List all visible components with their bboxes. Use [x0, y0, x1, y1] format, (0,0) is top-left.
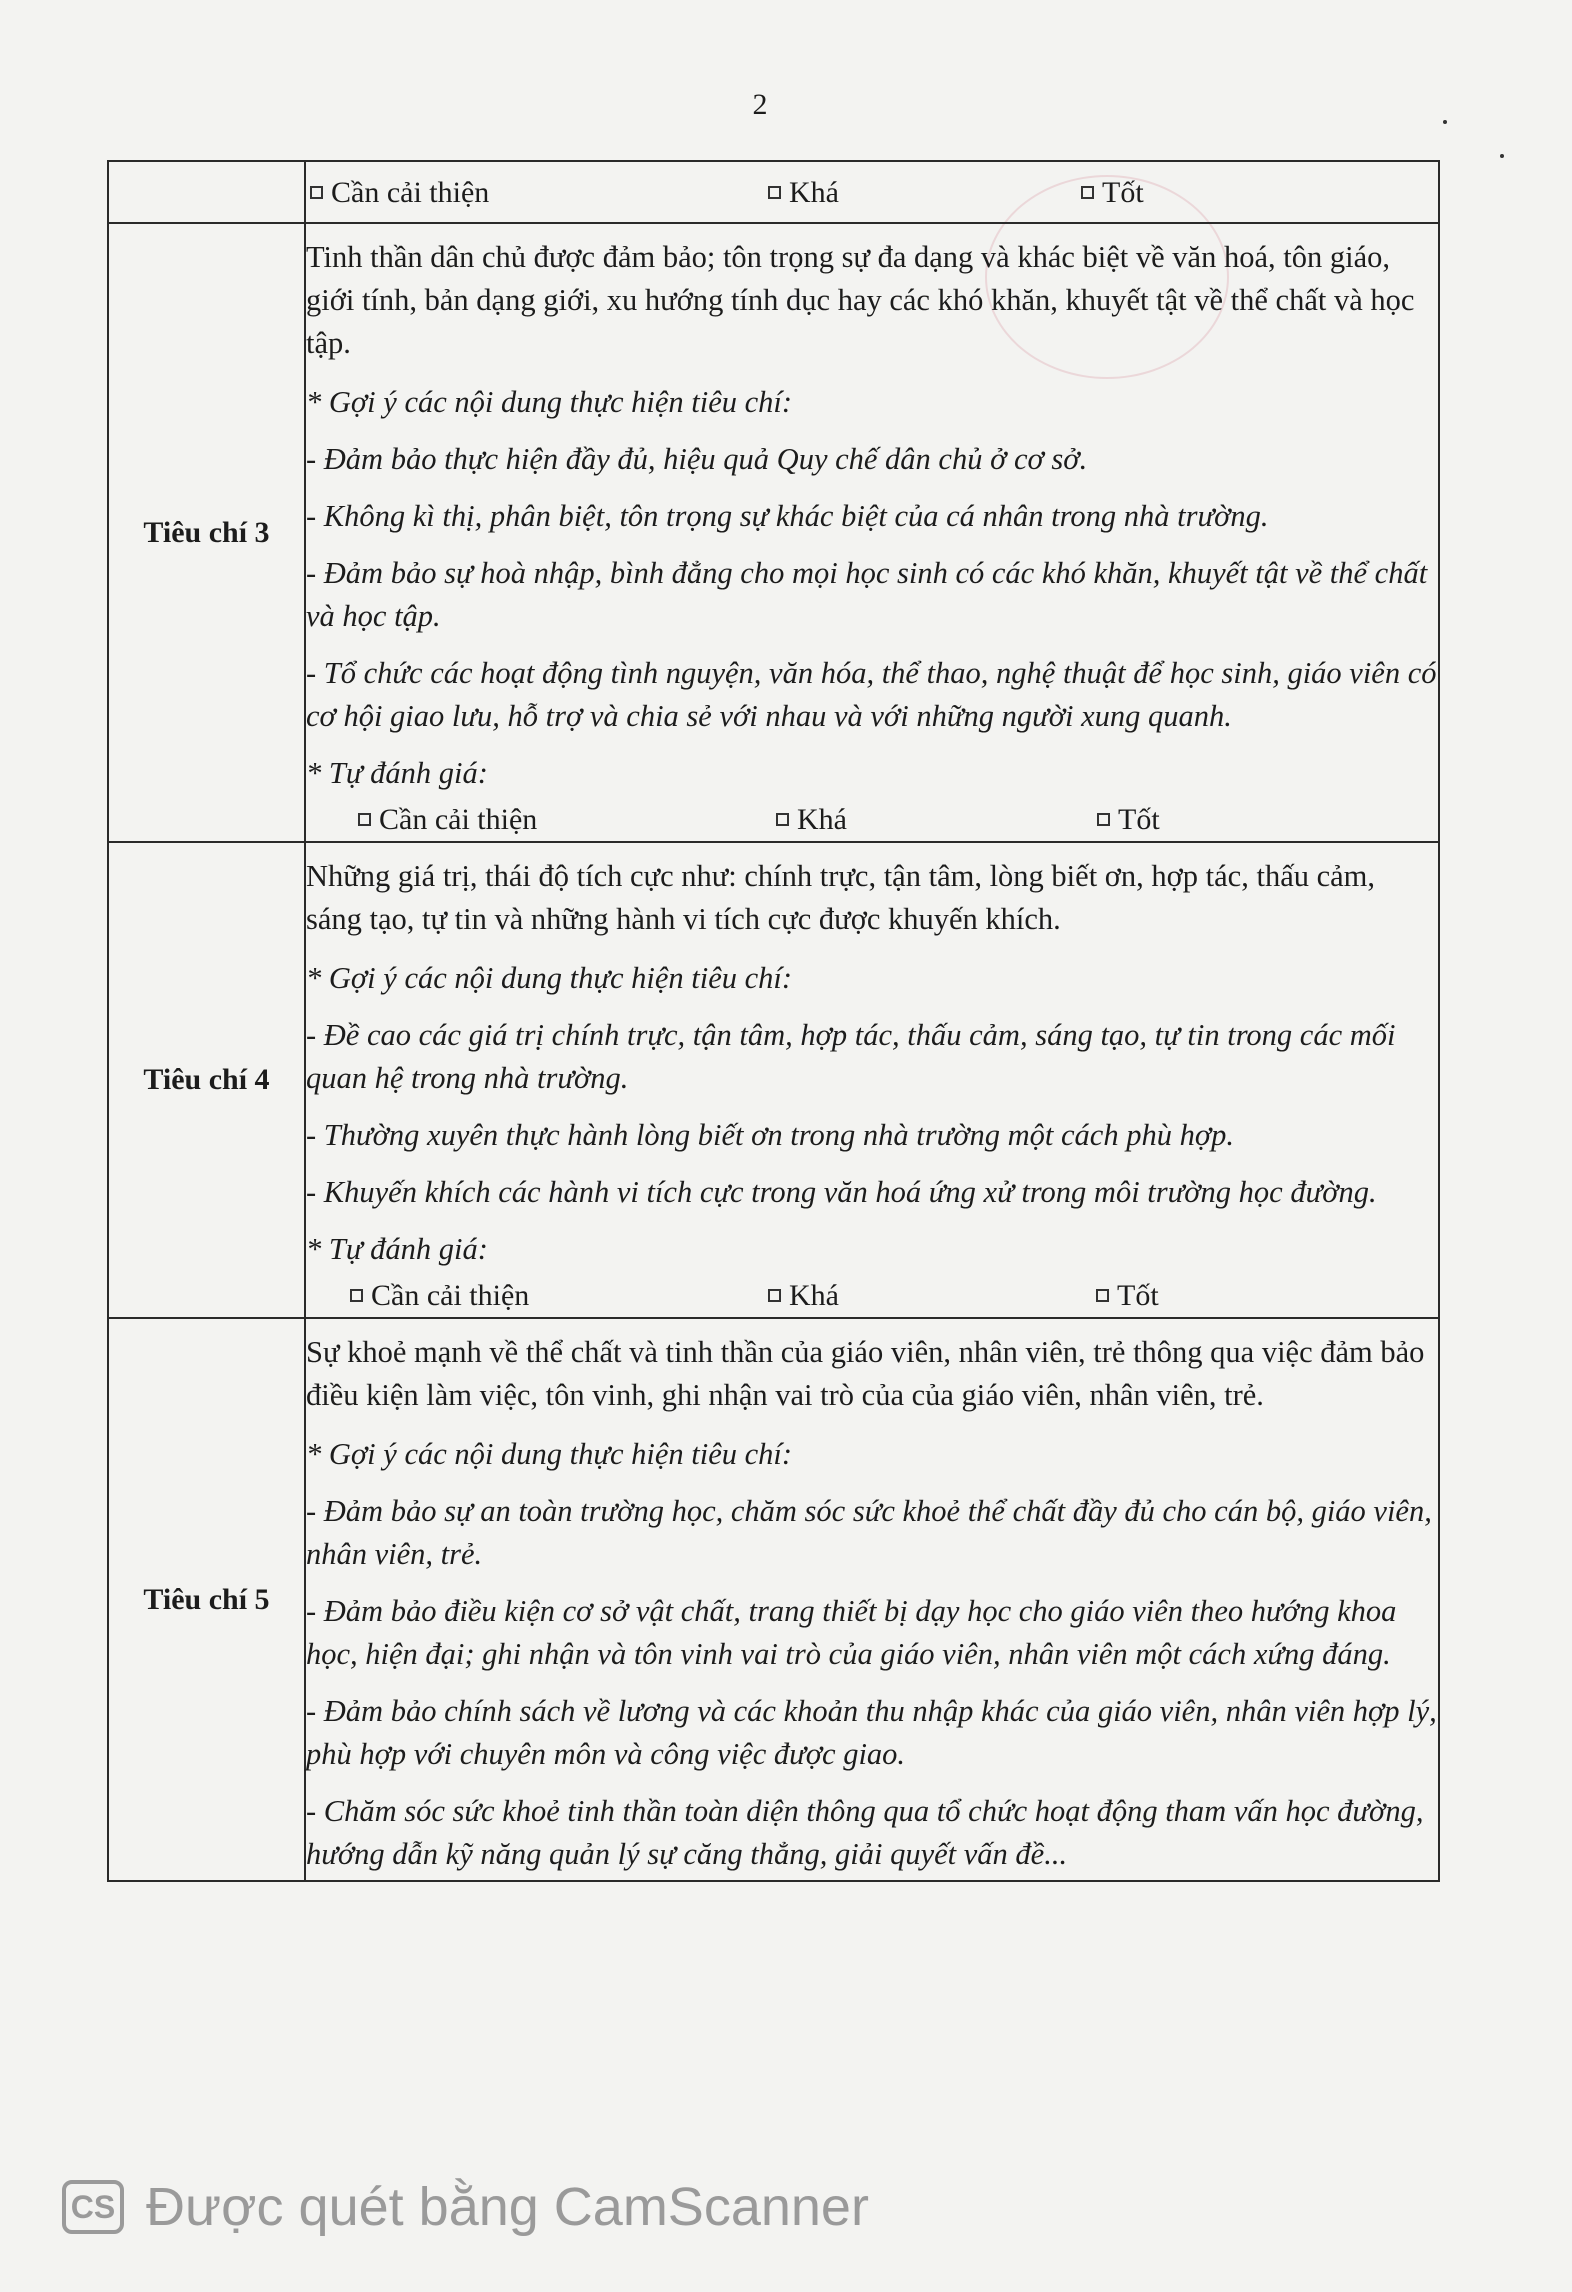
suggest-item: - Chăm sóc sức khoẻ tinh thần toàn diện thông qua tổ chức hoạt động tham vấn học đường, hướng dẫn kỹ năng quản lý sự căng thẳng, giải quyết vấn đề...	[306, 1794, 1424, 1871]
rating-cell	[305, 161, 1439, 223]
suggest-item: - Đảm bảo điều kiện cơ sở vật chất, trang thiết bị dạy học cho giáo viên theo hướng khoa học, hiện đại; ghi nhận và tôn vinh vai trò của giáo viên, nhân viên một cách xứng đáng.	[306, 1594, 1397, 1671]
suggest-item: - Đảm bảo thực hiện đầy đủ, hiệu quả Quy chế dân chủ ở cơ sở.	[306, 442, 1088, 476]
rating-row	[310, 170, 1434, 214]
empty-label-cell	[108, 161, 305, 223]
suggest-label: * Gợi ý các nội dung thực hiện tiêu chí:	[306, 1437, 793, 1471]
checkbox-icon[interactable]	[358, 813, 371, 826]
checkbox-icon[interactable]	[310, 186, 323, 199]
checkbox-icon[interactable]	[776, 813, 789, 826]
option-label: Cần cải thiện	[331, 175, 490, 209]
option-fair[interactable]	[776, 798, 1097, 841]
suggest-item: - Không kì thị, phân biệt, tôn trọng sự khác biệt của cá nhân trong nhà trường.	[306, 499, 1269, 533]
scan-speck	[1500, 154, 1504, 158]
option-label: Tốt	[1102, 175, 1144, 209]
suggest-item: - Đảm bảo sự an toàn trường học, chăm sóc sức khoẻ thể chất đầy đủ cho cán bộ, giáo viên, nhân viên, trẻ.	[306, 1494, 1432, 1571]
option-improve[interactable]	[350, 1274, 768, 1317]
option-fair[interactable]	[768, 1274, 1096, 1317]
rating-row	[306, 797, 1438, 841]
suggest-item: - Đề cao các giá trị chính trực, tận tâm, hợp tác, thấu cảm, sáng tạo, tự tin trong các mối quan hệ trong nhà trường.	[306, 1018, 1396, 1095]
criterion-content	[305, 1318, 1439, 1881]
criterion-intro: Tinh thần dân chủ được đảm bảo; tôn trọng sự đa dạng và khác biệt về văn hoá, tôn giáo, giới tính, bản dạng giới, xu hướng tính dục hay các khó khăn, khuyết tật về thể chất và học tập.	[306, 240, 1415, 360]
checkbox-icon[interactable]	[350, 1289, 363, 1302]
suggest-item: - Tổ chức các hoạt động tình nguyện, văn hóa, thể thao, nghệ thuật để học sinh, giáo viên có cơ hội giao lưu, hỗ trợ và chia sẻ với nhau và với những người xung quanh.	[306, 656, 1437, 733]
option-label: Tốt	[1117, 1278, 1159, 1312]
checkbox-icon[interactable]	[1081, 186, 1094, 199]
watermark-text: Được quét bằng CamScanner	[146, 2177, 869, 2237]
criterion-title: Tiêu chí 4	[108, 842, 305, 1318]
table-row	[108, 161, 1439, 223]
table-row	[108, 223, 1439, 842]
option-label: Cần cải thiện	[379, 802, 538, 836]
checkbox-icon[interactable]	[768, 1289, 781, 1302]
criterion-intro: Những giá trị, thái độ tích cực như: chính trực, tận tâm, lòng biết ơn, hợp tác, thấu cảm, sáng tạo, tự tin và những hành vi tích cực được khuyến khích.	[306, 859, 1376, 936]
rating-row	[306, 1273, 1438, 1317]
checkbox-icon[interactable]	[768, 186, 781, 199]
option-label: Tốt	[1118, 802, 1160, 836]
criterion-title: Tiêu chí 5	[108, 1318, 305, 1881]
table-row	[108, 1318, 1439, 1881]
option-improve[interactable]	[358, 798, 776, 841]
criterion-content	[305, 223, 1439, 842]
criterion-title: Tiêu chí 3	[108, 223, 305, 842]
page-number: 2	[752, 88, 768, 121]
suggest-item: - Khuyến khích các hành vi tích cực trong văn hoá ứng xử trong môi trường học đường.	[306, 1175, 1377, 1209]
option-label: Cần cải thiện	[371, 1278, 530, 1312]
scanner-watermark	[62, 2172, 869, 2242]
checkbox-icon[interactable]	[1097, 813, 1110, 826]
camscanner-logo-icon: CS	[62, 2180, 124, 2234]
option-good[interactable]	[1097, 798, 1160, 841]
option-fair[interactable]	[768, 171, 1081, 214]
scan-speck	[1443, 120, 1447, 124]
suggest-label: * Gợi ý các nội dung thực hiện tiêu chí:	[306, 385, 793, 419]
criterion-intro: Sự khoẻ mạnh về thể chất và tinh thần của giáo viên, nhân viên, trẻ thông qua việc đảm bảo điều kiện làm việc, tôn vinh, ghi nhận vai trò của của giáo viên, nhân viên, trẻ.	[306, 1335, 1425, 1412]
suggest-item: - Đảm bảo chính sách về lương và các khoản thu nhập khác của giáo viên, nhân viên hợp lý, phù hợp với chuyên môn và công việc được giao.	[306, 1694, 1437, 1771]
checkbox-icon[interactable]	[1096, 1289, 1109, 1302]
option-good[interactable]	[1081, 171, 1144, 214]
criterion-content	[305, 842, 1439, 1318]
suggest-item: - Thường xuyên thực hành lòng biết ơn trong nhà trường một cách phù hợp.	[306, 1118, 1234, 1152]
criteria-table	[107, 160, 1440, 1882]
table-row	[108, 842, 1439, 1318]
suggest-label: * Gợi ý các nội dung thực hiện tiêu chí:	[306, 961, 793, 995]
self-assess-label: * Tự đánh giá:	[306, 1232, 488, 1266]
self-assess-label: * Tự đánh giá:	[306, 756, 488, 790]
suggest-item: - Đảm bảo sự hoà nhập, bình đẳng cho mọi học sinh có các khó khăn, khuyết tật về thể chất và học tập.	[306, 556, 1428, 633]
option-label: Khá	[797, 802, 847, 836]
option-good[interactable]	[1096, 1274, 1159, 1317]
option-label: Khá	[789, 1278, 839, 1312]
option-label: Khá	[789, 175, 839, 209]
option-improve[interactable]	[310, 171, 768, 214]
